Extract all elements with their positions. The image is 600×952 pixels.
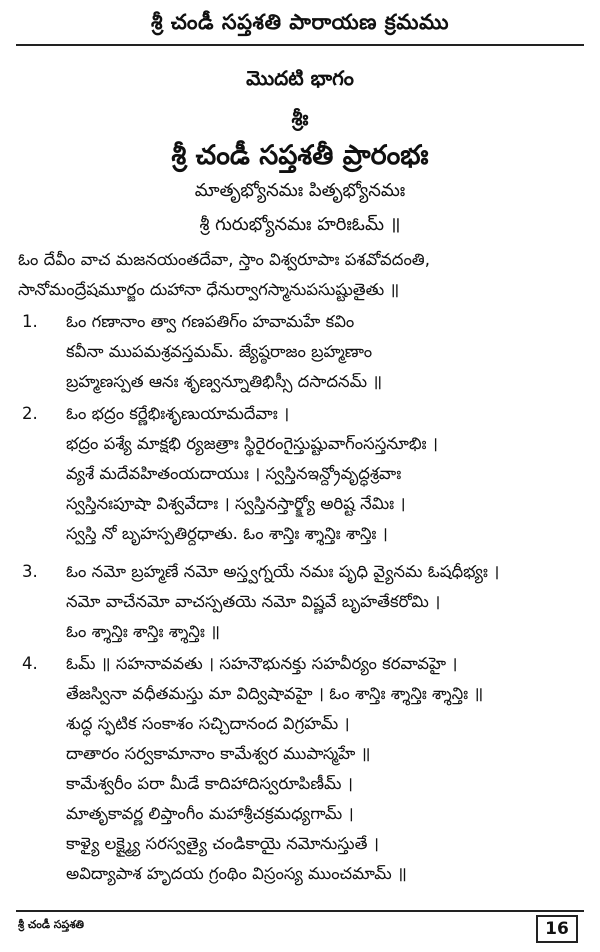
chapter-title: శ్రీ చండీ సప్తశతీ ప్రారంభః [171,140,429,171]
verse-line: కవీనా ముపమశ్రవస్తమమ్. జ్యేష్ఠరాజం బ్రహ్మణాం [66,342,373,361]
verse-number: 3. [22,562,38,581]
verse-line: స్వస్తి నో బృహస్పతిర్దధాతు. ఓం శాన్తిః శ్శాన్తిః శాన్తిః । [66,524,388,543]
verse-line: నమో వాచేనమో వాచస్పతయె నమో విష్ణవే బృహతేకరోమి । [66,592,441,611]
verse-line: వ్యశే మదేవహితంయదాయుః । స్వస్తినఇన్ద్రోవృద్ధశ్రవాః [66,464,402,483]
invocation-line: మాతృభ్యోనమః పితృభ్యోనమః [194,180,406,201]
verse-line: మాతృకావర్ణ లిప్తాంగీం మహాశ్రీచక్రమధ్యగామ్ । [66,804,354,823]
page-number-box [536,915,578,943]
verse-line: స్వస్తినఃపూషా విశ్వవేదాః । స్వస్తినస్తార్క్ష్యో అరిష్ట నేమిః । [66,494,406,513]
verse-line: తేజస్వినా వధీతమస్తు మా విద్విషావహై । ఓం శాన్తిః శ్శాన్తిః శ్శాన్తిః ॥ [66,684,484,703]
intro-line: సానోమంద్రేషమూర్జం దుహానా ధేనుర్వాగస్మానుపసుష్టుతైతు ॥ [18,280,400,299]
section-heading: మొదటి భాగం [246,66,354,90]
verse-number: 4. [22,654,38,673]
header-title: శ్రీ చండీ సప్తశతి పారాయణ క్రమము [151,10,449,34]
sri-invocation: శ్రీః [291,106,309,130]
verse-line: దాతారం సర్వకామానాం కామేశ్వర ముపాస్మహే ॥ [66,744,371,763]
page-footer [16,910,584,942]
verse-line: ఓం నమో బ్రహ్మణే నమో అస్త్వగ్నయే నమః పృధి వ్యైనమ ఓషధీభ్యః । [66,562,500,581]
footer-book-label: శ్రీ చండీ సప్తశతి [18,918,84,931]
verse-line: కాళ్యై లక్ష్మ్యై సరస్వత్యై చండికాయై నమోనుస్తుతే । [66,834,379,853]
invocation-line: శ్రీ గురుభ్యోనమః హరిఃఓమ్ ॥ [199,214,401,235]
verse-line: అవిద్యాపాశ హృదయ గ్రంథిం విస్రంస్య ముంచమామ్ ॥ [66,864,407,883]
page-number: 16 [545,919,569,939]
running-header [16,6,584,46]
verse-line: భద్రం పశ్యే మాక్షభి ర్యజత్రాః స్థిరైరంగైస్తుష్టువాగ్ంసస్తనూభిః । [66,434,439,453]
intro-line: ఓం దేవీం వాచ మజనయంతదేవా, స్తాం విశ్వరూపాః పశవోవదంతి, [18,250,430,269]
verse-line: ఓం భద్రం కర్ణేభిఃశృణుయామదేవాః । [66,404,290,423]
verse-line: ఓం గణానాం త్వా గణపతిగ్ం హవామహే కవిం [66,312,355,331]
verse-number: 1. [22,312,38,331]
verse-line: బ్రహ్మణస్పత ఆనః శృణ్వన్నూతిభిస్సీ దసాదనమ్ ॥ [66,372,383,391]
verse-line: ఓమ్ ॥ సహనావవతు । సహనౌభునక్తు సహవీర్యం కరవావహై । [66,654,458,673]
verse-line: కామేశ్వరీం పరా మీడే కాదిహాదిస్వరూపిణీమ్ । [66,774,353,793]
verse-number: 2. [22,404,38,423]
verse-line: ఓం శ్శాన్తిః శాన్తిః శ్శాన్తిః ॥ [66,622,220,641]
verse-line: శుద్ధ స్ఫటిక సంకాశం సచ్చిదానంద విగ్రహమ్ । [66,714,350,733]
